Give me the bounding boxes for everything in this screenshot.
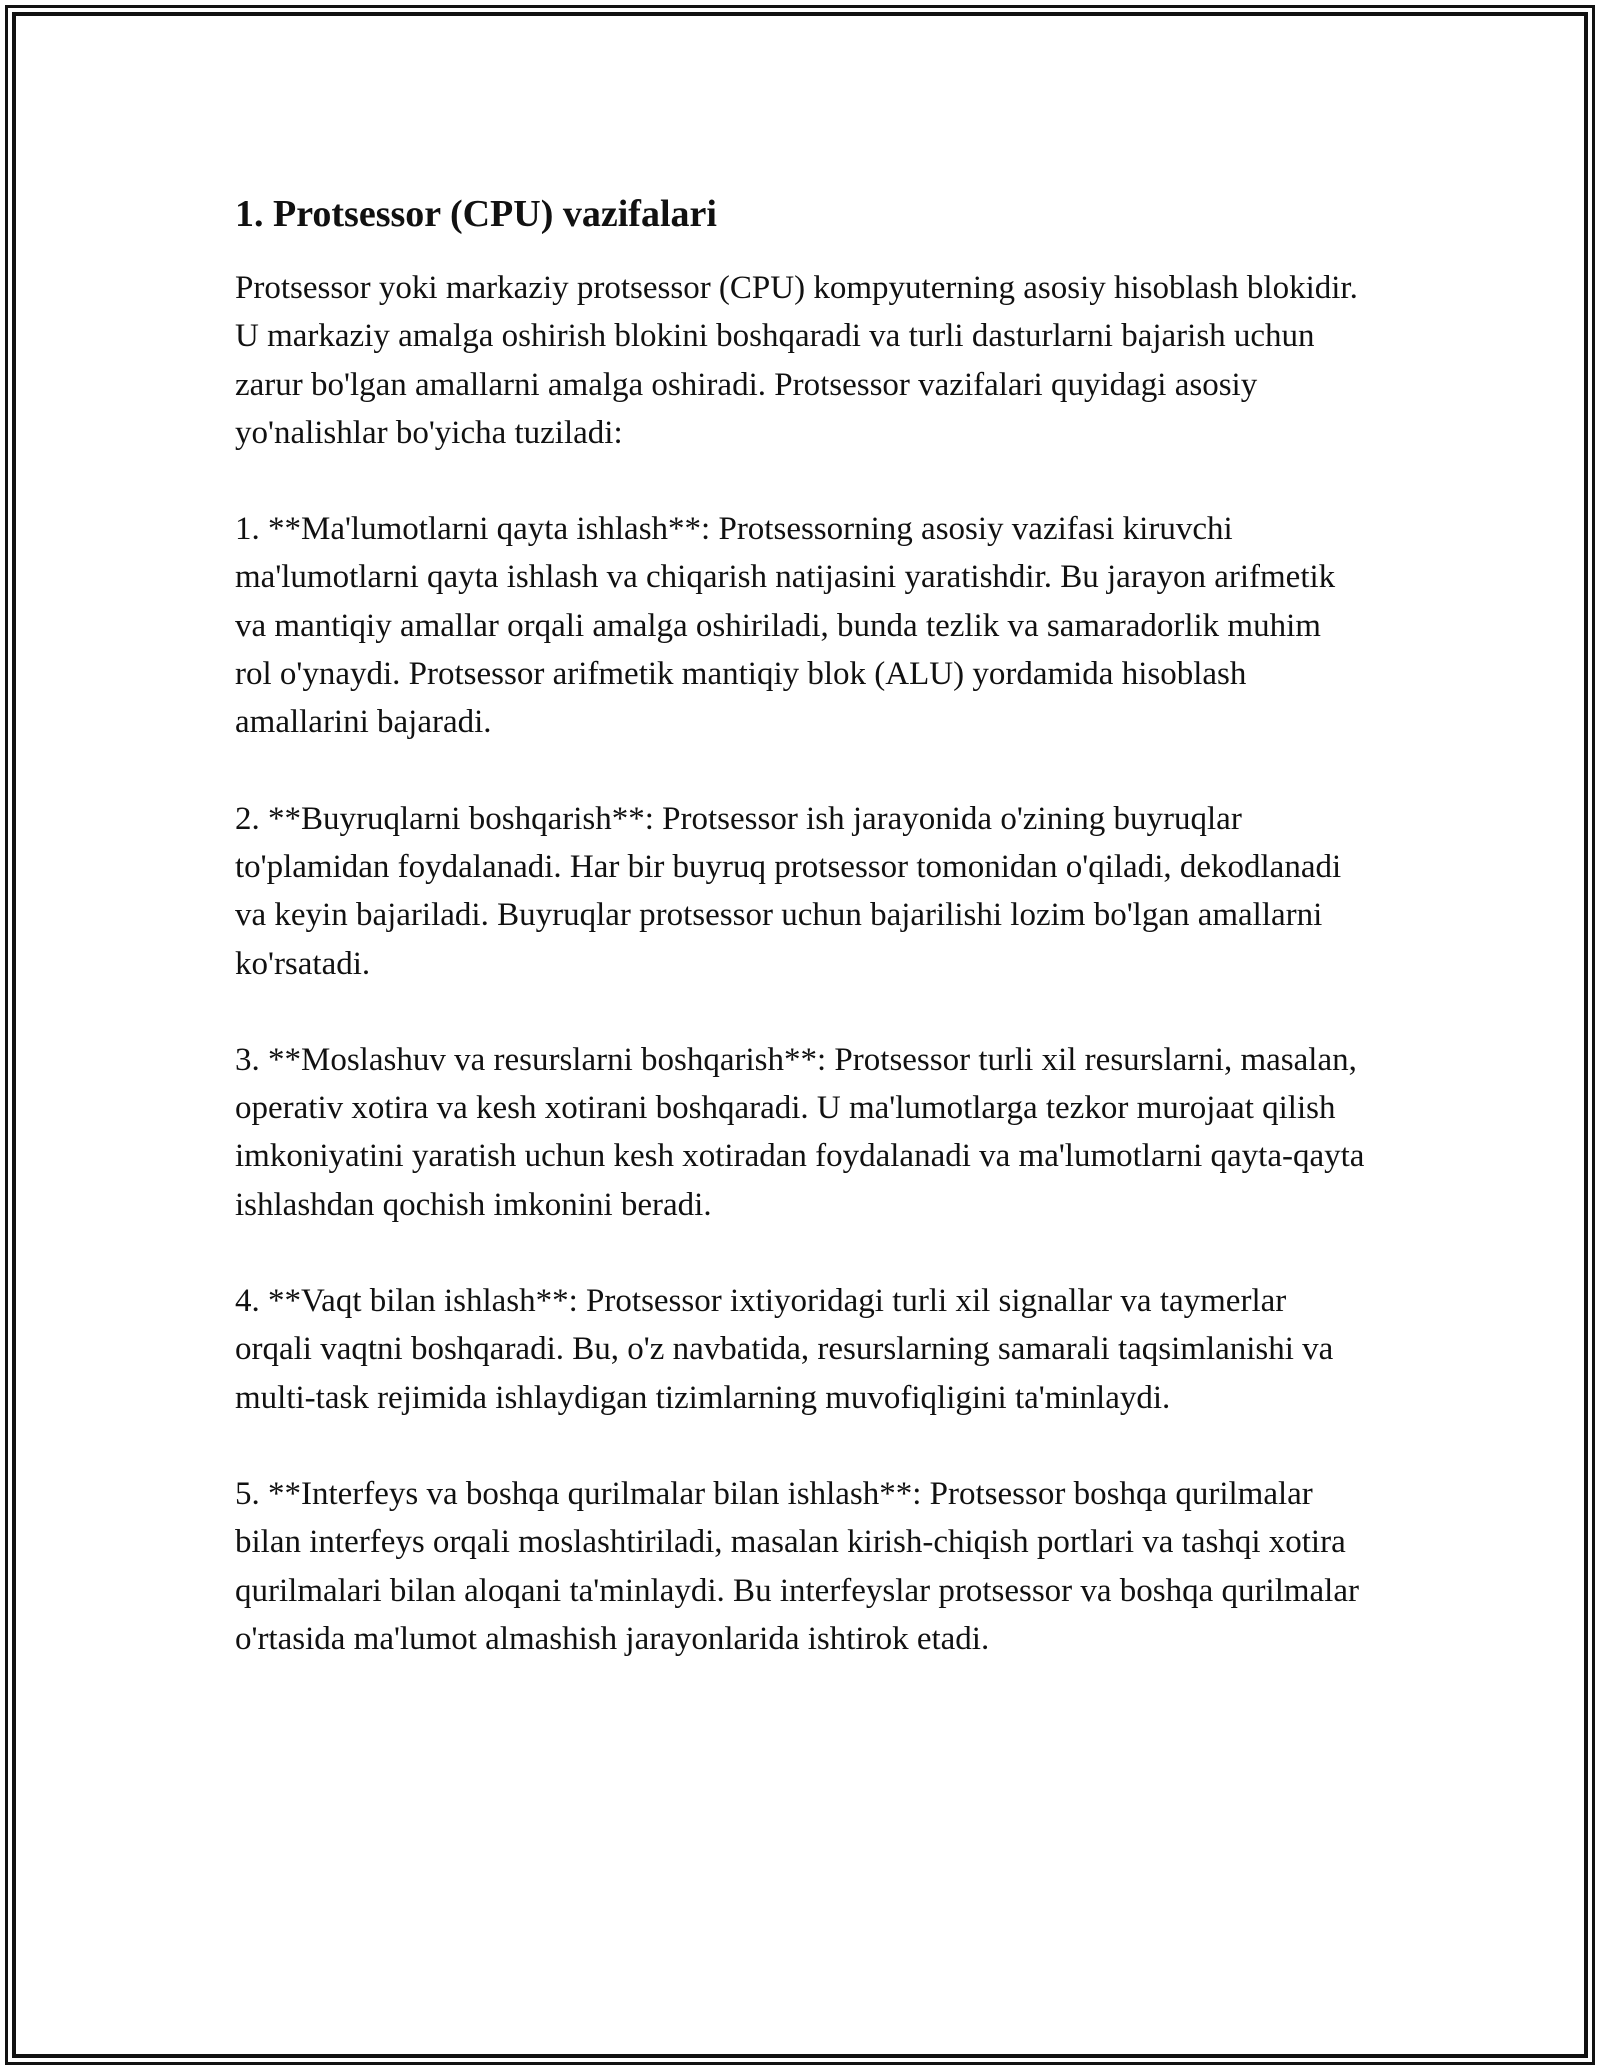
list-item-interfaces: 5. **Interfeys va boshqa qurilmalar bilan ishlash**: Protsessor boshqa qurilmalar bilan interfeys orqali moslashtiriladi, masalan kirish-chiqish portlari va tashqi xotira qurilmalari bilan aloqani ta'minlaydi. Bu interfeyslar protsessor va boshqa qurilmalar o'rtasida ma'lumot almashish jarayonlarida ishtirok etadi.	[235, 1475, 1359, 1657]
list-item-data-processing: 1. **Ma'lumotlarni qayta ishlash**: Protsessorning asosiy vazifasi kiruvchi ma'lumotlarni qayta ishlash va chiqarish natijasini yaratishdir. Bu jarayon arifmetik va mantiqiy amallar orqali amalga oshiriladi, bunda tezlik va samaradorlik muhim rol o'ynaydi. Protsessor arifmetik mantiqiy blok (ALU) yordamida hisoblash amallarini bajaradi.	[235, 511, 1336, 741]
document-body	[235, 190, 1365, 1711]
list-item-timing: 4. **Vaqt bilan ishlash**: Protsessor ixtiyoridagi turli xil signallar va taymerlar orqali vaqtni boshqaradi. Bu, o'z navbatida, resurslarning samarali taqsimlanishi va multi-task rejimida ishlaydigan tizimlarning muvofiqligini ta'minlaydi.	[235, 1283, 1334, 1416]
intro-paragraph: Protsessor yoki markaziy protsessor (CPU) kompyuterning asosiy hisoblash blokidir. U markaziy amalga oshirish blokini boshqaradi va turli dasturlarni bajarish uchun zarur bo'lgan amallarni amalga oshiradi. Protsessor vazifalari quyidagi asosiy yo'nalishlar bo'yicha tuziladi:	[235, 270, 1358, 451]
list-item-instruction-control: 2. **Buyruqlarni boshqarish**: Protsessor ish jarayonida o'zining buyruqlar to'plamidan foydalanadi. Har bir buyruq protsessor tomonidan o'qiladi, dekodlanadi va keyin bajariladi. Buyruqlar protsessor uchun bajarilishi lozim bo'lgan amallarni ko'rsatadi.	[235, 800, 1342, 982]
list-item-resource-management: 3. **Moslashuv va resurslarni boshqarish**: Protsessor turli xil resurslarni, masalan, operativ xotira va kesh xotirani boshqaradi. U ma'lumotlarga tezkor murojaat qilish imkoniyatini yaratish uchun kesh xotiradan foydalanadi va ma'lumotlarni qayta-qayta ishlashdan qochish imkonini beradi.	[235, 1041, 1365, 1223]
document-title: 1. Protsessor (CPU) vazifalari	[235, 193, 717, 235]
